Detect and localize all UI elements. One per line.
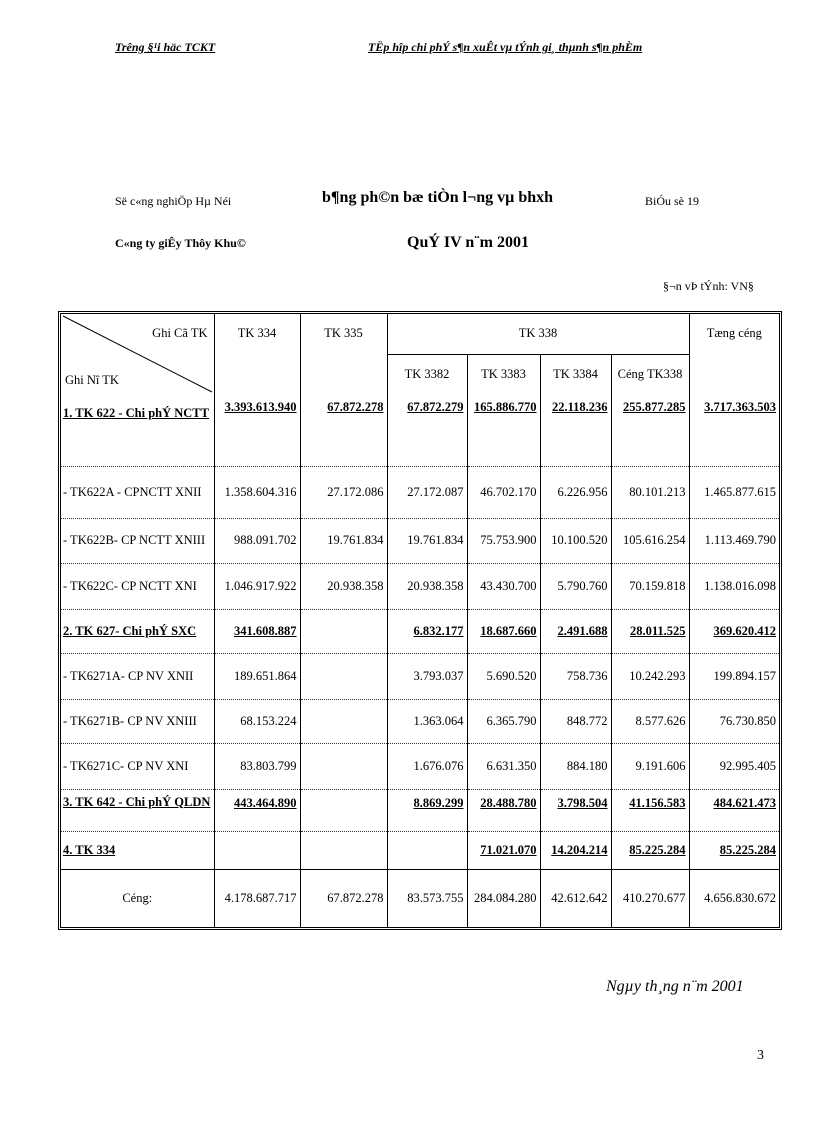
- total-amount-cell: 83.573.755: [387, 869, 467, 927]
- amount-cell: 83.803.799: [214, 743, 300, 789]
- amount-cell: 1.676.076: [387, 743, 467, 789]
- amount-cell: 9.191.606: [611, 743, 689, 789]
- document-subtitle: QuÝ IV n¨m 2001: [407, 234, 529, 251]
- amount-cell: 5.690.520: [467, 653, 540, 699]
- amount-cell: 75.753.900: [467, 518, 540, 563]
- amount-cell: 68.153.224: [214, 699, 300, 743]
- amount-cell: 6.365.790: [467, 699, 540, 743]
- amount-cell: 1.358.604.316: [214, 466, 300, 518]
- amount-cell: [300, 743, 387, 789]
- table-row: [61, 518, 779, 563]
- amount-cell: 43.430.700: [467, 563, 540, 609]
- amount-cell: 443.464.890: [214, 789, 300, 831]
- amount-cell: [214, 831, 300, 869]
- amount-cell: 28.011.525: [611, 609, 689, 653]
- total-amount-cell: 67.872.278: [300, 869, 387, 927]
- form-number: BiÓu sè 19: [645, 194, 699, 208]
- amount-cell: 189.651.864: [214, 653, 300, 699]
- table-row: [61, 831, 779, 869]
- table-row: [61, 609, 779, 653]
- amount-cell: [300, 789, 387, 831]
- amount-cell: 92.995.405: [689, 743, 779, 789]
- total-amount-cell: 410.270.677: [611, 869, 689, 927]
- table-row: [61, 789, 779, 831]
- header-sum-tk338: Céng TK338: [611, 354, 689, 394]
- amount-cell: 3.393.613.940: [214, 394, 300, 466]
- amount-cell: 14.204.214: [540, 831, 611, 869]
- row-account-label: - TK622C- CP NCTT XNI: [61, 563, 214, 609]
- row-account-label: - TK6271A- CP NV XNII: [61, 653, 214, 699]
- amount-cell: 67.872.279: [387, 394, 467, 466]
- amount-cell: 27.172.086: [300, 466, 387, 518]
- amount-cell: 19.761.834: [300, 518, 387, 563]
- table-row: [61, 653, 779, 699]
- amount-cell: 1.465.877.615: [689, 466, 779, 518]
- amount-cell: [300, 653, 387, 699]
- amount-cell: 369.620.412: [689, 609, 779, 653]
- amount-cell: 71.021.070: [467, 831, 540, 869]
- amount-cell: 18.687.660: [467, 609, 540, 653]
- row-account-label: 3. TK 642 - Chi phÝ QLDN: [61, 789, 214, 831]
- page-number: 3: [757, 1048, 764, 1063]
- amount-cell: [300, 831, 387, 869]
- header-tk3384: TK 3384: [540, 354, 611, 394]
- amount-cell: 27.172.087: [387, 466, 467, 518]
- corner-debit-label: Ghi Nî TK: [65, 373, 119, 387]
- amount-cell: 41.156.583: [611, 789, 689, 831]
- amount-cell: 1.046.917.922: [214, 563, 300, 609]
- row-account-label: 1. TK 622 - Chi phÝ NCTT: [61, 394, 214, 466]
- amount-cell: 2.491.688: [540, 609, 611, 653]
- header-school: Trêng §¹i häc TCKT: [115, 40, 216, 54]
- total-amount-cell: 4.656.830.672: [704, 890, 777, 905]
- corner-header-cell: [61, 314, 214, 394]
- amount-cell: 484.621.473: [689, 789, 779, 831]
- table-row: [61, 394, 779, 466]
- amount-cell: 8.869.299: [387, 789, 467, 831]
- amount-cell: 3.798.504: [540, 789, 611, 831]
- table-row: [61, 743, 779, 789]
- amount-cell: 19.761.834: [387, 518, 467, 563]
- total-amount-cell: 4.178.687.717: [214, 869, 300, 927]
- table-row: [61, 699, 779, 743]
- company-name: C«ng ty giÊy Thôy Khu©: [115, 236, 246, 250]
- amount-cell: 165.886.770: [467, 394, 540, 466]
- currency-unit: §¬n vÞ tÝnh: VN§: [663, 279, 754, 293]
- amount-cell: 848.772: [540, 699, 611, 743]
- document-title: b¶ng ph©n bæ tiÒn l¬ng vµ bhxh: [322, 189, 554, 206]
- amount-cell: 5.790.760: [540, 563, 611, 609]
- header-tk335: TK 335: [300, 314, 387, 394]
- amount-cell: 3.717.363.503: [689, 394, 779, 466]
- header-topic: TËp hîp chi phÝ s¶n xuÊt vµ tÝnh gi¸ thµnh s¶n phÈm: [368, 40, 643, 54]
- amount-cell: 6.631.350: [467, 743, 540, 789]
- amount-cell: 255.877.285: [611, 394, 689, 466]
- amount-cell: 67.872.278: [300, 394, 387, 466]
- amount-cell: 20.938.358: [387, 563, 467, 609]
- amount-cell: 85.225.284: [611, 831, 689, 869]
- amount-cell: 22.118.236: [540, 394, 611, 466]
- amount-cell: 988.091.702: [214, 518, 300, 563]
- amount-cell: 884.180: [540, 743, 611, 789]
- row-account-label: - TK622A - CPNCTT XNII: [61, 466, 214, 518]
- amount-cell: [300, 609, 387, 653]
- header-tk3383: TK 3383: [467, 354, 540, 394]
- amount-cell: 1.363.064: [387, 699, 467, 743]
- total-label: Céng:: [61, 869, 214, 927]
- row-account-label: 2. TK 627- Chi phÝ SXC: [61, 609, 214, 653]
- amount-cell: 105.616.254: [611, 518, 689, 563]
- row-account-label: - TK6271C- CP NV XNI: [61, 743, 214, 789]
- row-account-label: - TK6271B- CP NV XNIII: [61, 699, 214, 743]
- amount-cell: 80.101.213: [611, 466, 689, 518]
- amount-cell: [387, 831, 467, 869]
- header-tk3382: TK 3382: [387, 354, 467, 394]
- amount-cell: 28.488.780: [467, 789, 540, 831]
- amount-cell: 199.894.157: [689, 653, 779, 699]
- total-row: [61, 869, 779, 927]
- amount-cell: 8.577.626: [611, 699, 689, 743]
- table-row: [61, 563, 779, 609]
- header-tk338: TK 338: [387, 314, 689, 354]
- amount-cell: 341.608.887: [214, 609, 300, 653]
- amount-cell: 6.832.177: [387, 609, 467, 653]
- amount-cell: 76.730.850: [689, 699, 779, 743]
- amount-cell: [300, 699, 387, 743]
- amount-cell: 85.225.284: [689, 831, 779, 869]
- ministry-name: Së c«ng nghiÖp Hµ Néi: [115, 194, 232, 208]
- row-account-label: - TK622B- CP NCTT XNIII: [61, 518, 214, 563]
- amount-cell: 1.113.469.790: [689, 518, 779, 563]
- amount-cell: 20.938.358: [300, 563, 387, 609]
- corner-credit-label: Ghi Cã TK: [152, 326, 208, 340]
- table-row: [61, 466, 779, 518]
- amount-cell: 10.100.520: [540, 518, 611, 563]
- date-line: Ngµy th¸ng n¨m 2001: [606, 978, 744, 995]
- total-amount-cell: 284.084.280: [467, 869, 540, 927]
- row-account-label: 4. TK 334: [61, 831, 214, 869]
- amount-cell: 10.242.293: [611, 653, 689, 699]
- amount-cell: 1.138.016.098: [689, 563, 779, 609]
- amount-cell: 70.159.818: [611, 563, 689, 609]
- amount-cell: 758.736: [540, 653, 611, 699]
- header-total: Tæng céng: [706, 326, 762, 340]
- total-amount-cell: 42.612.642: [540, 869, 611, 927]
- amount-cell: 46.702.170: [467, 466, 540, 518]
- amount-cell: 3.793.037: [387, 653, 467, 699]
- amount-cell: 6.226.956: [540, 466, 611, 518]
- header-tk334: TK 334: [214, 314, 300, 394]
- salary-allocation-table: [58, 311, 782, 930]
